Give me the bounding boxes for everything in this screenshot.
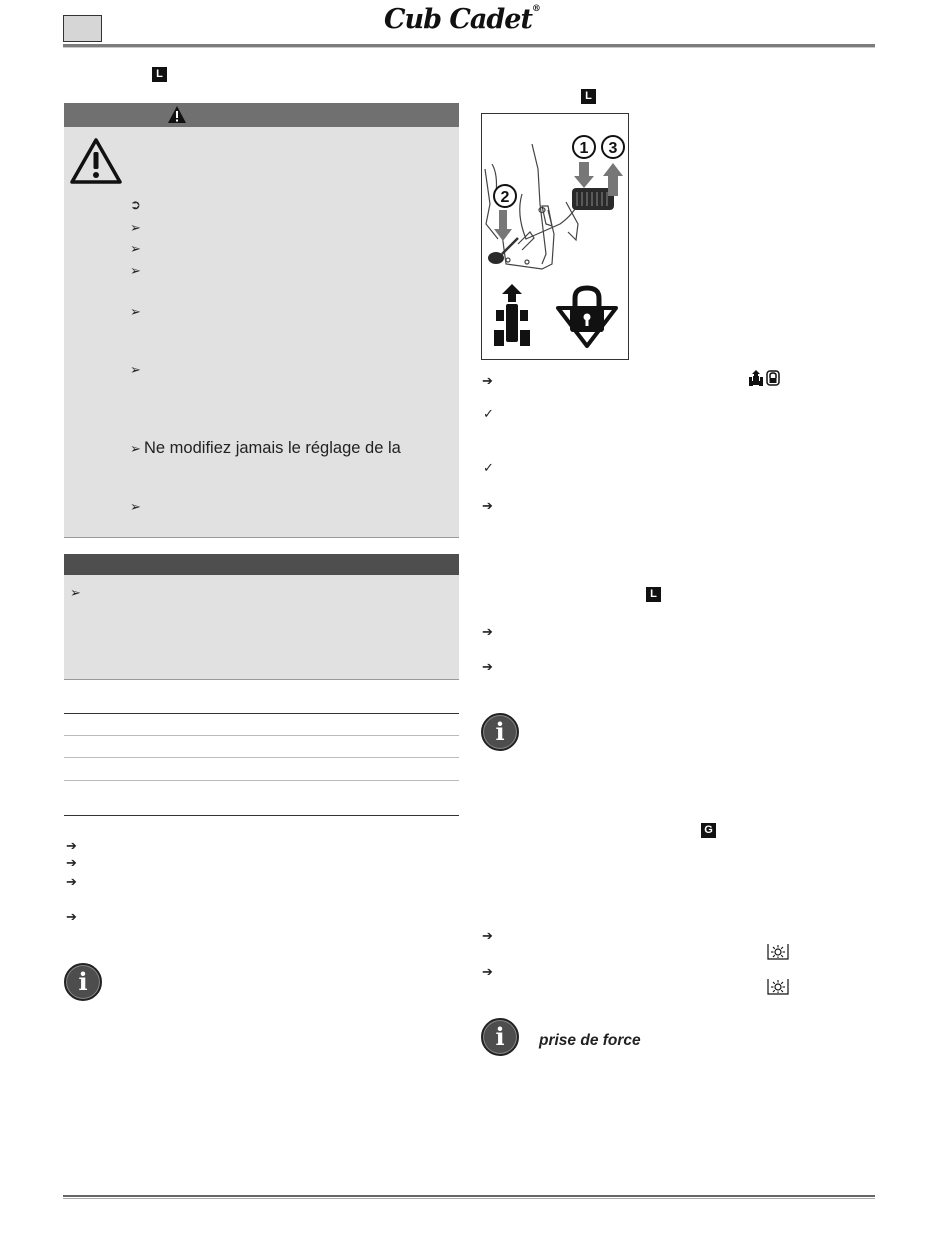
table-top-rule	[64, 713, 459, 714]
brand-name: Cub Cadet	[384, 4, 532, 35]
bullet-marker: ➢	[130, 241, 141, 256]
callout-2: 2	[500, 189, 510, 206]
arrow-marker: ➔	[482, 624, 493, 639]
table-row-rule	[64, 780, 459, 781]
brand-logo	[384, 4, 540, 35]
callout-3: 3	[608, 140, 618, 157]
bullet-marker: ➢	[130, 220, 141, 235]
table-row-rule	[64, 757, 459, 758]
footer-rule-light	[63, 1198, 875, 1199]
note-header-bar	[64, 554, 459, 575]
header-rule-light	[63, 47, 875, 48]
check-marker: ✓	[483, 406, 494, 421]
bullet-marker: ➢	[130, 362, 141, 377]
section-badge-l: L	[152, 67, 167, 82]
warning-text-line: Ne modifiez jamais le réglage de la	[144, 439, 401, 457]
arrow-marker: ➔	[66, 855, 77, 870]
bullet-marker: ➢	[70, 585, 81, 600]
table-row-rule	[64, 735, 459, 736]
pto-sun-icon	[767, 977, 789, 995]
callout-1: 1	[579, 140, 589, 157]
warning-header-bar	[64, 103, 459, 127]
brake-pedal-illustration	[482, 114, 628, 359]
tractor-lock-indicator-icon	[747, 369, 781, 386]
brake-pedal-figure	[481, 113, 629, 360]
bullet-marker: ➢	[130, 499, 141, 514]
bullet-marker: ➢	[130, 263, 141, 278]
section-badge-g: G	[701, 823, 716, 838]
parking-lock-icon	[558, 288, 616, 346]
large-warning-icon	[70, 137, 122, 185]
arrow-marker: ➔	[482, 659, 493, 674]
arrow-marker: ➔	[482, 928, 493, 943]
info-icon: i	[64, 963, 102, 1001]
bullet-marker: ➢	[130, 304, 141, 319]
pto-sun-icon	[767, 942, 789, 960]
arrow-marker: ➔	[482, 964, 493, 979]
brand-trademark: ®	[531, 4, 540, 14]
warning-panel	[64, 103, 459, 538]
info-icon: i	[481, 1018, 519, 1056]
section-badge-l: L	[646, 587, 661, 602]
arrow-marker: ➔	[482, 498, 493, 513]
section-badge-l: L	[581, 89, 596, 104]
check-marker: ✓	[483, 460, 494, 475]
arrow-marker: ➔	[66, 909, 77, 924]
table-bottom-rule	[64, 815, 459, 816]
bullet-marker: ➢	[130, 441, 141, 456]
warning-triangle-icon	[167, 105, 187, 124]
info-icon: i	[481, 713, 519, 751]
forward-tractor-icon	[494, 284, 530, 346]
arrow-marker: ➔	[66, 874, 77, 889]
pto-note-text: prise de force	[539, 1032, 641, 1049]
circle-arrow-marker: ➲	[130, 197, 141, 212]
page-number-tab	[63, 15, 102, 42]
arrow-marker: ➔	[482, 373, 493, 388]
footer-rule	[63, 1195, 875, 1197]
arrow-marker: ➔	[66, 838, 77, 853]
